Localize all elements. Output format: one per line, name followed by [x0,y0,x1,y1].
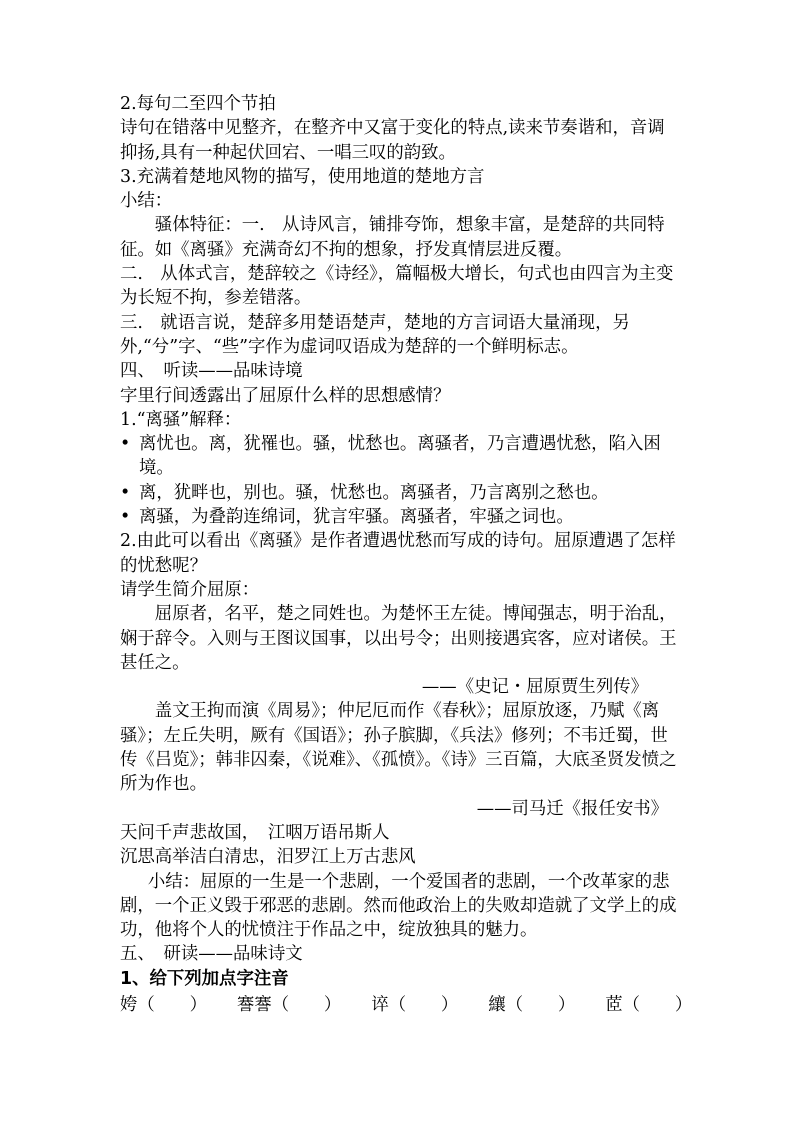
poem-line-2: 沉思高举洁白清忠，汨罗江上万古悲风 [120,847,416,868]
para-sao-feature-2: 二. 从体式言，楚辞较之《诗经》，篇幅极大增长，句式也由四言为主变为长短不拘，参差错落。 [120,264,674,309]
exercise-blank-3[interactable]: 谇（ ） [371,994,459,1015]
bullet-item-2 [120,481,680,505]
section-five-heading: 五、 研读——品味诗文 [120,944,303,965]
line-rhythm: 2.每句二至四个节拍 [120,94,276,114]
para-rhythm-desc: 诗句在错落中见整齐，在整齐中又富于变化的特点,读来节奏谐和，音调抑扬,具有一种起伏回宕、一唱三叹的韵致。 [120,118,665,163]
quote-shiji: 屈原者，名平，楚之同姓也。为楚怀王左徒。博闻强志，明于治乱，娴于辞令。入则与王图议国事，以出号令；出则接遇宾客，应对诸侯。王甚任之。 [120,604,677,673]
section-four-heading: 四、 听读——品味诗境 [120,361,303,382]
para-sao-feature-1: 骚体特征：一. 从诗风言，铺排夸饰，想象丰富，是楚辞的共同特征。如《离骚》充满奇幻不拘的想象，抒发真情层进反覆。 [120,215,665,260]
bullet-icon: • [120,482,131,503]
bullet-icon: • [120,434,131,455]
bullet-icon: • [120,507,131,528]
exercise-blank-4[interactable]: 纕（ ） [488,994,576,1015]
exercise-heading: 1、给下列加点字注音 [120,968,289,989]
line-chu-dialect: 3.充满着楚地风物的描写，使用地道的楚地方言 [120,166,485,187]
source-shiji: ——《史记・屈原贾生列传》 [421,677,648,698]
exercise-blank-5[interactable]: 茝（ ） [605,994,693,1015]
document-page [120,92,693,1017]
source-baoren: ——司马迁《报任安书》 [476,798,668,819]
bullet-text: 离，犹畔也，别也。骚，忧愁也。离骚者，乃言离别之愁也。 [139,482,609,503]
question-line: 字里行间透露出了屈原什么样的思想感情？ [120,385,451,406]
bullet-text: 离骚，为叠韵连绵词，犹言牢骚。离骚者，牢骚之词也。 [139,507,574,528]
para-lisao-conclusion: 2.由此可以看出《离骚》是作者遭遇忧愁而写成的诗句。屈原遭遇了怎样的忧愁呢？ [120,531,676,576]
bullet-item-3 [120,505,680,529]
bullet-item-1 [120,432,680,481]
para-tragedy-summary: 小结：屈原的一生是一个悲剧，一个爱国者的悲剧，一个改革家的悲剧，一个正义毁于邪恶的悲剧。然而他政治上的失败却造就了文学上的成功，他将个人的忧愤注于作品之中，绽放独具的魅力。 [120,871,677,941]
para-sao-feature-3: 三. 就语言说，楚辞多用楚语楚声，楚地的方言词语大量涌现，另外,“兮”字、“些”字作为虚词叹语成为楚辞的一个鲜明标志。 [120,312,630,357]
summary-label: 小结： [120,191,173,212]
exercise-row [120,993,693,1017]
intro-prompt: 请学生简介屈原： [120,579,260,600]
quote-baoren: 盖文王拘而演《周易》；仲尼厄而作《春秋》；屈原放逐，乃赋《离骚》；左丘失明，厥有《国语》；孙子膑脚，《兵法》修列；不韦迁蜀，世传《吕览》；韩非囚秦，《说难》、《孤愤》。《诗》三百篇，大底圣贤发愤之所为作也。 [120,701,677,795]
bullet-text: 离忧也。离，犹罹也。骚，忧愁也。离骚者，乃言遭遇忧愁，陷入困境。 [139,434,661,479]
poem-line-1: 天问千声悲故国， 江咽万语吊斯人 [120,822,390,843]
lisao-explain-label: 1.“离骚”解释： [120,409,242,430]
exercise-blank-1[interactable]: 姱（ ） [120,994,207,1015]
exercise-blank-2[interactable]: 謇謇（ ） [236,994,342,1015]
